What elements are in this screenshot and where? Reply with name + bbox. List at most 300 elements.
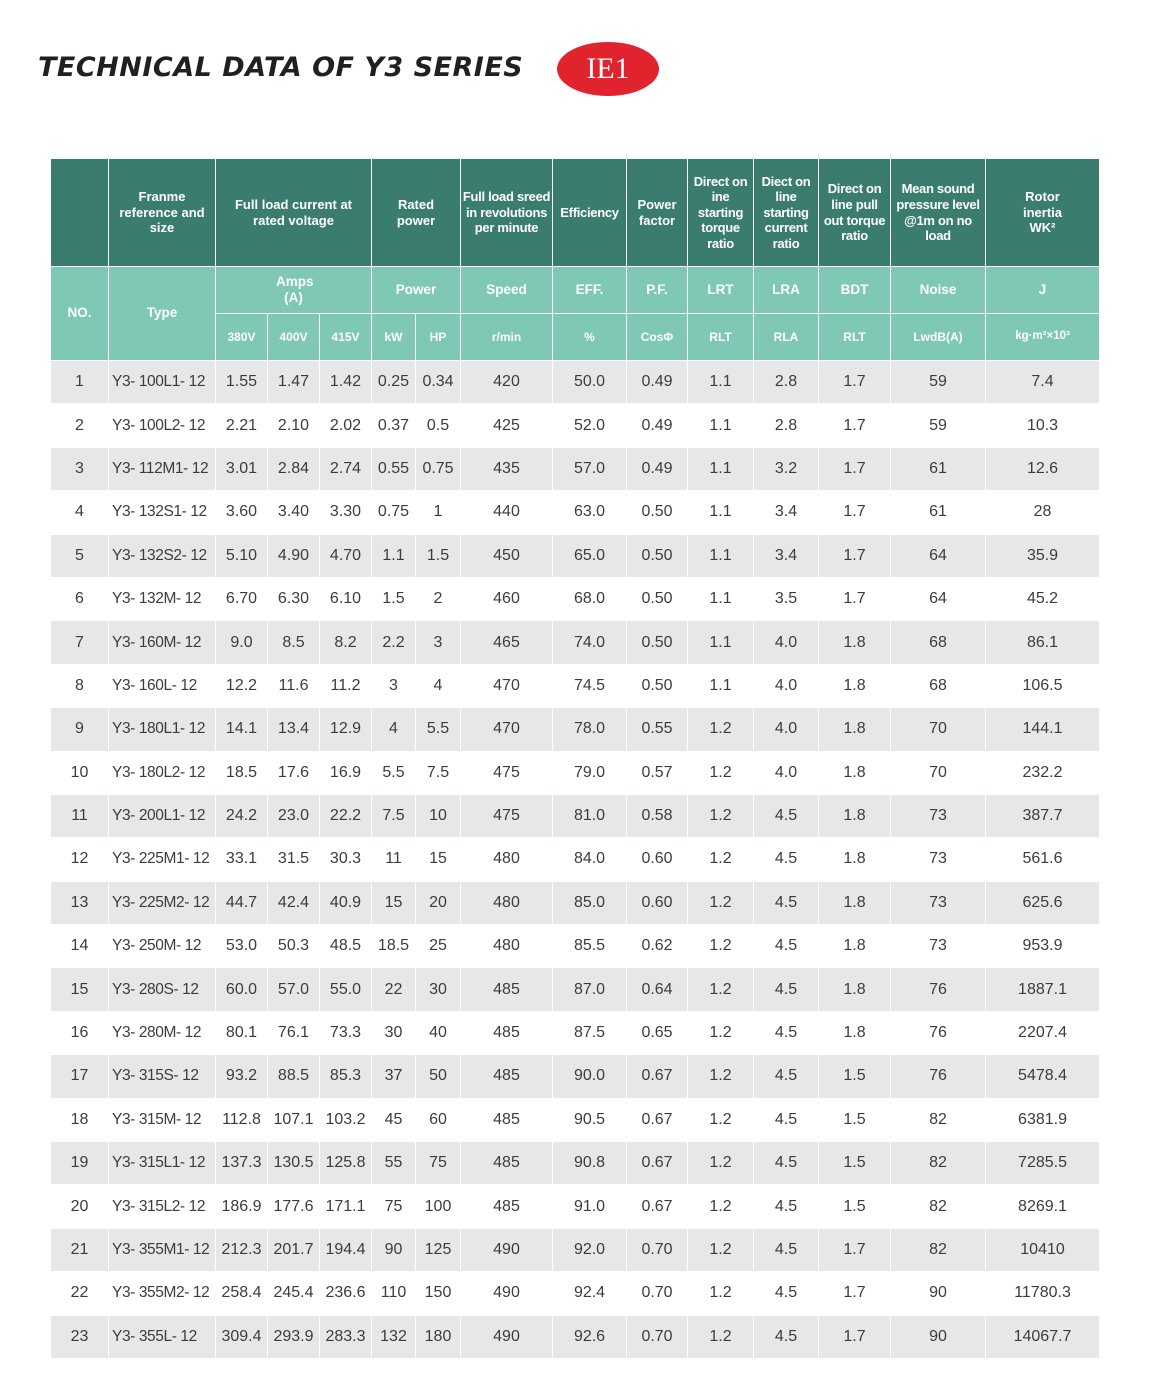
header-bdt-short: BDT: [819, 267, 891, 314]
cell-inertia: 8269.1: [986, 1185, 1100, 1228]
cell-bdt: 1.8: [819, 794, 891, 837]
cell-current-415v: 194.4: [320, 1228, 372, 1271]
cell-power-hp: 5.5: [416, 708, 461, 751]
cell-efficiency: 85.5: [553, 925, 627, 968]
cell-noise: 70: [891, 708, 986, 751]
ie1-badge: [557, 42, 659, 96]
cell-inertia: 7.4: [986, 361, 1100, 404]
cell-no: 13: [51, 881, 109, 924]
cell-speed: 480: [461, 925, 553, 968]
cell-current-380v: 6.70: [216, 577, 268, 620]
cell-current-400v: 4.90: [268, 534, 320, 577]
header-amps: Amps (A): [216, 267, 372, 314]
cell-current-380v: 93.2: [216, 1055, 268, 1098]
technical-data-table: [50, 158, 1100, 1359]
cell-power-kw: 5.5: [372, 751, 416, 794]
header-current: Full load current at rated voltage: [216, 159, 372, 267]
cell-speed: 425: [461, 404, 553, 447]
header-bdt: Direct on line pull out torque ratio: [819, 159, 891, 267]
cell-bdt: 1.5: [819, 1142, 891, 1185]
cell-speed: 490: [461, 1228, 553, 1271]
cell-current-380v: 9.0: [216, 621, 268, 664]
cell-current-400v: 31.5: [268, 838, 320, 881]
cell-no: 20: [51, 1185, 109, 1228]
header-400v: 400V: [268, 314, 320, 361]
cell-power-kw: 0.75: [372, 491, 416, 534]
cell-noise: 70: [891, 751, 986, 794]
cell-noise: 82: [891, 1185, 986, 1228]
cell-power-factor: 0.67: [627, 1055, 688, 1098]
cell-current-400v: 201.7: [268, 1228, 320, 1271]
cell-power-factor: 0.65: [627, 1011, 688, 1054]
cell-inertia: 2207.4: [986, 1011, 1100, 1054]
cell-bdt: 1.7: [819, 577, 891, 620]
header-noise-short: Noise: [891, 267, 986, 314]
cell-type: Y3- 180L2- 12: [109, 751, 216, 794]
ie1-badge-label: IE1: [586, 52, 630, 85]
table-row: [51, 968, 1100, 1011]
cell-current-415v: 55.0: [320, 968, 372, 1011]
cell-bdt: 1.5: [819, 1185, 891, 1228]
cell-lrt: 1.1: [688, 447, 754, 490]
table-row: [51, 881, 1100, 924]
cell-efficiency: 81.0: [553, 794, 627, 837]
cell-bdt: 1.7: [819, 447, 891, 490]
cell-power-factor: 0.50: [627, 621, 688, 664]
cell-lra: 4.5: [754, 1185, 819, 1228]
cell-current-400v: 88.5: [268, 1055, 320, 1098]
cell-lrt: 1.2: [688, 1315, 754, 1358]
cell-noise: 73: [891, 881, 986, 924]
cell-current-380v: 3.01: [216, 447, 268, 490]
cell-no: 11: [51, 794, 109, 837]
cell-power-hp: 150: [416, 1272, 461, 1315]
cell-no: 8: [51, 664, 109, 707]
cell-efficiency: 85.0: [553, 881, 627, 924]
table-row: [51, 1272, 1100, 1315]
cell-no: 15: [51, 968, 109, 1011]
cell-power-factor: 0.50: [627, 577, 688, 620]
cell-noise: 82: [891, 1098, 986, 1141]
cell-current-380v: 14.1: [216, 708, 268, 751]
cell-inertia: 10.3: [986, 404, 1100, 447]
cell-noise: 90: [891, 1272, 986, 1315]
cell-lrt: 1.1: [688, 577, 754, 620]
cell-current-380v: 18.5: [216, 751, 268, 794]
cell-speed: 485: [461, 1011, 553, 1054]
cell-type: Y3- 250M- 12: [109, 925, 216, 968]
cell-type: Y3- 315M- 12: [109, 1098, 216, 1141]
cell-power-kw: 132: [372, 1315, 416, 1358]
cell-bdt: 1.7: [819, 1315, 891, 1358]
cell-noise: 76: [891, 968, 986, 1011]
header-row-descriptions: [51, 159, 1100, 267]
cell-current-400v: 17.6: [268, 751, 320, 794]
cell-lrt: 1.2: [688, 925, 754, 968]
cell-current-400v: 50.3: [268, 925, 320, 968]
cell-type: Y3- 280S- 12: [109, 968, 216, 1011]
cell-noise: 82: [891, 1142, 986, 1185]
cell-no: 2: [51, 404, 109, 447]
cell-power-kw: 1.5: [372, 577, 416, 620]
cell-inertia: 953.9: [986, 925, 1100, 968]
cell-efficiency: 92.0: [553, 1228, 627, 1271]
cell-inertia: 14067.7: [986, 1315, 1100, 1358]
cell-current-380v: 2.21: [216, 404, 268, 447]
cell-power-hp: 30: [416, 968, 461, 1011]
cell-noise: 90: [891, 1315, 986, 1358]
header-kgm: kg·m²×10³: [986, 314, 1100, 361]
header-lrt: Direct on ine starting torque ratio: [688, 159, 754, 267]
cell-lra: 4.5: [754, 881, 819, 924]
cell-current-415v: 171.1: [320, 1185, 372, 1228]
cell-lrt: 1.2: [688, 1272, 754, 1315]
header-rla: RLA: [754, 314, 819, 361]
cell-lrt: 1.2: [688, 968, 754, 1011]
table-row: [51, 361, 1100, 404]
cell-type: Y3- 132S2- 12: [109, 534, 216, 577]
header-lra: Diect on line starting current ratio: [754, 159, 819, 267]
cell-power-factor: 0.64: [627, 968, 688, 1011]
cell-efficiency: 68.0: [553, 577, 627, 620]
cell-inertia: 12.6: [986, 447, 1100, 490]
table-row: [51, 1142, 1100, 1185]
cell-lra: 4.0: [754, 621, 819, 664]
cell-noise: 59: [891, 404, 986, 447]
cell-power-hp: 0.34: [416, 361, 461, 404]
header-lrt-short: LRT: [688, 267, 754, 314]
cell-power-hp: 2: [416, 577, 461, 620]
cell-power-kw: 30: [372, 1011, 416, 1054]
header-lwdb: LwdB(A): [891, 314, 986, 361]
cell-current-400v: 13.4: [268, 708, 320, 751]
cell-current-415v: 1.42: [320, 361, 372, 404]
cell-efficiency: 90.0: [553, 1055, 627, 1098]
header-rlt2: RLT: [819, 314, 891, 361]
cell-lrt: 1.2: [688, 838, 754, 881]
cell-efficiency: 63.0: [553, 491, 627, 534]
cell-type: Y3- 100L2- 12: [109, 404, 216, 447]
cell-power-hp: 1: [416, 491, 461, 534]
header-type: Type: [109, 267, 216, 361]
cell-efficiency: 87.0: [553, 968, 627, 1011]
cell-efficiency: 74.0: [553, 621, 627, 664]
cell-speed: 450: [461, 534, 553, 577]
cell-speed: 420: [461, 361, 553, 404]
cell-efficiency: 87.5: [553, 1011, 627, 1054]
cell-lra: 3.5: [754, 577, 819, 620]
cell-power-kw: 2.2: [372, 621, 416, 664]
cell-lra: 3.4: [754, 491, 819, 534]
cell-speed: 470: [461, 708, 553, 751]
cell-inertia: 11780.3: [986, 1272, 1100, 1315]
table-row: [51, 925, 1100, 968]
cell-bdt: 1.5: [819, 1098, 891, 1141]
cell-noise: 61: [891, 491, 986, 534]
cell-power-hp: 75: [416, 1142, 461, 1185]
cell-bdt: 1.5: [819, 1055, 891, 1098]
cell-type: Y3- 355M2- 12: [109, 1272, 216, 1315]
cell-inertia: 28: [986, 491, 1100, 534]
cell-power-factor: 0.55: [627, 708, 688, 751]
cell-inertia: 10410: [986, 1228, 1100, 1271]
cell-noise: 76: [891, 1011, 986, 1054]
cell-type: Y3- 160L- 12: [109, 664, 216, 707]
cell-power-factor: 0.70: [627, 1272, 688, 1315]
cell-bdt: 1.7: [819, 404, 891, 447]
cell-bdt: 1.8: [819, 664, 891, 707]
header-power: Power: [372, 267, 461, 314]
cell-current-380v: 112.8: [216, 1098, 268, 1141]
cell-current-400v: 42.4: [268, 881, 320, 924]
cell-efficiency: 91.0: [553, 1185, 627, 1228]
cell-current-380v: 53.0: [216, 925, 268, 968]
cell-noise: 73: [891, 838, 986, 881]
cell-speed: 460: [461, 577, 553, 620]
header-cos: CosΦ: [627, 314, 688, 361]
cell-inertia: 625.6: [986, 881, 1100, 924]
cell-power-kw: 37: [372, 1055, 416, 1098]
cell-lrt: 1.1: [688, 621, 754, 664]
cell-speed: 440: [461, 491, 553, 534]
cell-lrt: 1.2: [688, 708, 754, 751]
cell-power-hp: 180: [416, 1315, 461, 1358]
cell-power-hp: 100: [416, 1185, 461, 1228]
cell-no: 12: [51, 838, 109, 881]
cell-noise: 64: [891, 534, 986, 577]
cell-power-factor: 0.50: [627, 664, 688, 707]
cell-type: Y3- 225M1- 12: [109, 838, 216, 881]
cell-power-factor: 0.70: [627, 1315, 688, 1358]
cell-lrt: 1.2: [688, 881, 754, 924]
cell-no: 4: [51, 491, 109, 534]
cell-no: 23: [51, 1315, 109, 1358]
cell-type: Y3- 315L1- 12: [109, 1142, 216, 1185]
cell-type: Y3- 355M1- 12: [109, 1228, 216, 1271]
cell-current-415v: 4.70: [320, 534, 372, 577]
header-lra-short: LRA: [754, 267, 819, 314]
header-efficiency: Efficiency: [553, 159, 627, 267]
cell-type: Y3- 132S1- 12: [109, 491, 216, 534]
cell-speed: 475: [461, 751, 553, 794]
cell-lra: 4.5: [754, 1011, 819, 1054]
cell-lrt: 1.2: [688, 1142, 754, 1185]
cell-current-415v: 40.9: [320, 881, 372, 924]
cell-current-415v: 22.2: [320, 794, 372, 837]
cell-current-400v: 2.10: [268, 404, 320, 447]
cell-power-hp: 4: [416, 664, 461, 707]
cell-power-kw: 90: [372, 1228, 416, 1271]
table-row: [51, 621, 1100, 664]
cell-power-kw: 7.5: [372, 794, 416, 837]
cell-no: 21: [51, 1228, 109, 1271]
cell-lrt: 1.1: [688, 361, 754, 404]
cell-lrt: 1.2: [688, 1098, 754, 1141]
table-row: [51, 1185, 1100, 1228]
header-rlt: RLT: [688, 314, 754, 361]
cell-power-factor: 0.70: [627, 1228, 688, 1271]
table-row: [51, 1228, 1100, 1271]
cell-current-400v: 107.1: [268, 1098, 320, 1141]
cell-no: 16: [51, 1011, 109, 1054]
cell-efficiency: 52.0: [553, 404, 627, 447]
cell-no: 18: [51, 1098, 109, 1141]
cell-efficiency: 90.5: [553, 1098, 627, 1141]
cell-efficiency: 92.6: [553, 1315, 627, 1358]
cell-current-415v: 236.6: [320, 1272, 372, 1315]
cell-lra: 4.0: [754, 664, 819, 707]
cell-efficiency: 92.4: [553, 1272, 627, 1315]
cell-noise: 76: [891, 1055, 986, 1098]
header-blank: [51, 159, 109, 267]
header-frame: Franme reference and size: [109, 159, 216, 267]
cell-current-400v: 130.5: [268, 1142, 320, 1185]
cell-lra: 4.5: [754, 1228, 819, 1271]
table-row: [51, 577, 1100, 620]
cell-lra: 3.4: [754, 534, 819, 577]
header-eff: EFF.: [553, 267, 627, 314]
cell-inertia: 1887.1: [986, 968, 1100, 1011]
cell-speed: 480: [461, 838, 553, 881]
cell-power-factor: 0.49: [627, 404, 688, 447]
cell-power-factor: 0.49: [627, 361, 688, 404]
cell-bdt: 1.8: [819, 925, 891, 968]
header-pct: %: [553, 314, 627, 361]
table-body: [51, 361, 1100, 1359]
cell-lrt: 1.2: [688, 1055, 754, 1098]
cell-power-hp: 15: [416, 838, 461, 881]
cell-type: Y3- 180L1- 12: [109, 708, 216, 751]
header-noise: Mean sound pressure level @1m on no load: [891, 159, 986, 267]
cell-bdt: 1.7: [819, 534, 891, 577]
cell-current-400v: 11.6: [268, 664, 320, 707]
cell-power-hp: 60: [416, 1098, 461, 1141]
cell-speed: 470: [461, 664, 553, 707]
cell-current-415v: 16.9: [320, 751, 372, 794]
cell-lrt: 1.2: [688, 1011, 754, 1054]
cell-power-factor: 0.60: [627, 881, 688, 924]
cell-inertia: 387.7: [986, 794, 1100, 837]
cell-inertia: 45.2: [986, 577, 1100, 620]
cell-lra: 4.5: [754, 925, 819, 968]
cell-current-380v: 186.9: [216, 1185, 268, 1228]
cell-type: Y3- 112M1- 12: [109, 447, 216, 490]
cell-speed: 480: [461, 881, 553, 924]
cell-efficiency: 90.8: [553, 1142, 627, 1185]
cell-noise: 61: [891, 447, 986, 490]
cell-bdt: 1.8: [819, 751, 891, 794]
table-row: [51, 664, 1100, 707]
cell-type: Y3- 132M- 12: [109, 577, 216, 620]
cell-current-415v: 73.3: [320, 1011, 372, 1054]
cell-power-hp: 0.5: [416, 404, 461, 447]
cell-speed: 475: [461, 794, 553, 837]
header-415v: 415V: [320, 314, 372, 361]
cell-lra: 4.0: [754, 751, 819, 794]
cell-current-415v: 85.3: [320, 1055, 372, 1098]
cell-speed: 485: [461, 1055, 553, 1098]
cell-lra: 4.5: [754, 1098, 819, 1141]
cell-current-415v: 2.74: [320, 447, 372, 490]
cell-current-380v: 24.2: [216, 794, 268, 837]
cell-current-380v: 80.1: [216, 1011, 268, 1054]
cell-power-hp: 125: [416, 1228, 461, 1271]
cell-power-hp: 25: [416, 925, 461, 968]
cell-current-380v: 212.3: [216, 1228, 268, 1271]
cell-power-kw: 0.25: [372, 361, 416, 404]
cell-current-400v: 8.5: [268, 621, 320, 664]
cell-speed: 485: [461, 1185, 553, 1228]
cell-noise: 68: [891, 621, 986, 664]
cell-bdt: 1.7: [819, 491, 891, 534]
cell-current-415v: 30.3: [320, 838, 372, 881]
cell-power-kw: 3: [372, 664, 416, 707]
cell-lra: 4.5: [754, 1142, 819, 1185]
cell-no: 1: [51, 361, 109, 404]
header-power-factor: Power factor: [627, 159, 688, 267]
cell-current-380v: 33.1: [216, 838, 268, 881]
cell-inertia: 561.6: [986, 838, 1100, 881]
header-inertia: Rotor inertia WK²: [986, 159, 1100, 267]
cell-noise: 82: [891, 1228, 986, 1271]
cell-lrt: 1.1: [688, 404, 754, 447]
cell-type: Y3- 280M- 12: [109, 1011, 216, 1054]
cell-power-kw: 15: [372, 881, 416, 924]
cell-power-hp: 10: [416, 794, 461, 837]
cell-no: 14: [51, 925, 109, 968]
cell-no: 19: [51, 1142, 109, 1185]
cell-current-400v: 177.6: [268, 1185, 320, 1228]
cell-lrt: 1.1: [688, 664, 754, 707]
cell-current-400v: 3.40: [268, 491, 320, 534]
cell-power-factor: 0.67: [627, 1142, 688, 1185]
cell-bdt: 1.8: [819, 1011, 891, 1054]
cell-speed: 435: [461, 447, 553, 490]
cell-no: 5: [51, 534, 109, 577]
cell-noise: 73: [891, 925, 986, 968]
cell-lrt: 1.1: [688, 534, 754, 577]
cell-power-factor: 0.49: [627, 447, 688, 490]
table-row: [51, 1011, 1100, 1054]
cell-bdt: 1.8: [819, 708, 891, 751]
cell-type: Y3- 225M2- 12: [109, 881, 216, 924]
cell-power-kw: 110: [372, 1272, 416, 1315]
cell-efficiency: 78.0: [553, 708, 627, 751]
cell-noise: 68: [891, 664, 986, 707]
cell-current-380v: 3.60: [216, 491, 268, 534]
cell-current-400v: 293.9: [268, 1315, 320, 1358]
cell-current-380v: 12.2: [216, 664, 268, 707]
cell-current-400v: 245.4: [268, 1272, 320, 1315]
cell-lrt: 1.1: [688, 491, 754, 534]
cell-no: 3: [51, 447, 109, 490]
cell-power-factor: 0.67: [627, 1185, 688, 1228]
header-rated-power: Rated power: [372, 159, 461, 267]
table-row: [51, 404, 1100, 447]
cell-power-factor: 0.67: [627, 1098, 688, 1141]
cell-inertia: 6381.9: [986, 1098, 1100, 1141]
cell-power-kw: 22: [372, 968, 416, 1011]
cell-lra: 4.5: [754, 1055, 819, 1098]
cell-efficiency: 65.0: [553, 534, 627, 577]
cell-power-hp: 50: [416, 1055, 461, 1098]
cell-noise: 64: [891, 577, 986, 620]
cell-inertia: 7285.5: [986, 1142, 1100, 1185]
header-no: NO.: [51, 267, 109, 361]
cell-power-kw: 0.37: [372, 404, 416, 447]
cell-power-kw: 75: [372, 1185, 416, 1228]
cell-bdt: 1.8: [819, 838, 891, 881]
